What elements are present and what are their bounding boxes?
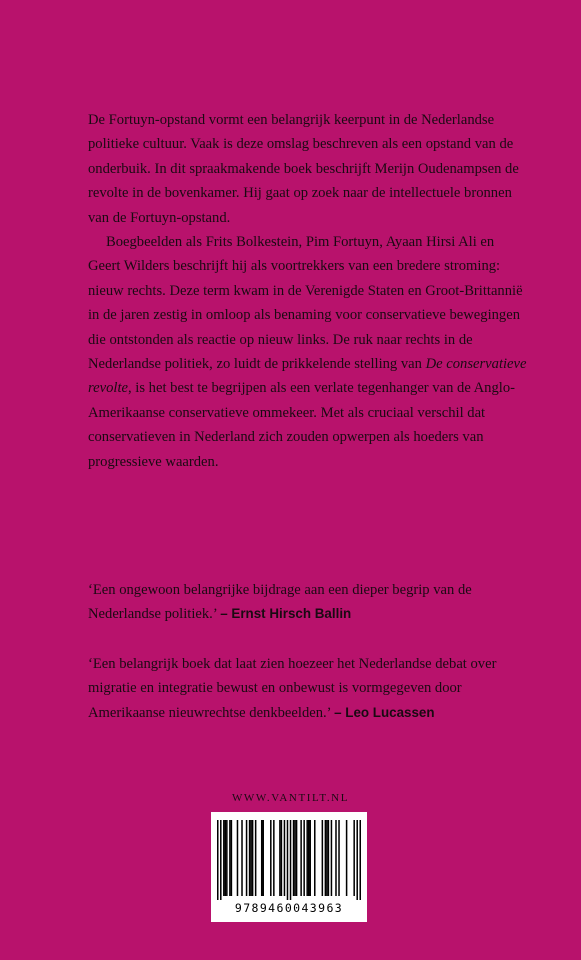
barcode-bar [246,820,248,896]
barcode-bar [261,820,263,896]
barcode-bar [220,820,222,900]
barcode-bar [356,820,358,900]
barcode-bar [326,820,328,896]
barcode-bar [331,820,333,896]
barcode-bar [249,820,251,896]
barcode-bar [250,820,252,896]
blurb-paragraph-1: De Fortuyn-opstand vormt een belangrijk keerpunt in de Nederlandse politieke cultuur. Vaak is deze omslag beschreven als een opstand van de onderbuik. In dit spraakmakende boek beschrijft Merijn Oudenampsen de revolte in de bovenkamer. Hij gaat op zoek naar de intellectuele bronnen van de Fortuyn-opstand. [88,112,519,226]
barcode-bar [281,820,283,896]
barcode-bar [322,820,324,896]
quote-2-text: ‘Een belangrijk boek dat laat zien hoezeer het Nederlandse debat over migratie en integratie bewust en onbewust is vormgegeven door Amerikaanse nieuwrechtse denkbeelden.’ [88,656,497,721]
barcode-bar [306,820,308,896]
barcode-bar [294,820,296,896]
barcode-bar [287,820,289,900]
barcode-bar [325,820,327,896]
barcode-bar [359,820,361,900]
barcode-bar [293,820,295,896]
barcode-bar [262,820,264,896]
quote-1 [88,578,528,627]
barcode-bar [241,820,243,896]
barcode-bar [223,820,225,896]
barcode-bar [217,820,219,900]
quote-2 [88,652,528,725]
publisher-url: WWW.VANTILT.NL [231,792,350,804]
quote-1-author: – Ernst Hirsch Ballin [220,606,352,622]
barcode-bar [314,820,316,896]
barcode-bar [231,820,233,896]
barcode-bar [279,820,281,896]
blurb-p2-start: Boegbeelden als Frits Bolkestein, Pim Fortuyn, Ayaan Hirsi Ali en Geert Wilders beschrijft hij als voortrekkers van een bredere stroming: nieuw rechts. Deze term kwam in de Verenigde Staten en Groot-Brittannië in de jaren zestig in omloop als benaming voor conservatieve bewegingen die ontstonden als reactie op nieuw links. De ruk naar rechts in de Nederlandse politiek, zo luidt de prikkelende stelling van [88,234,523,373]
barcode-bar [303,820,305,896]
barcode-bar [328,820,330,896]
barcode-bar [290,820,292,900]
barcode [211,812,367,922]
barcode-bar [353,820,355,896]
barcode-bar [296,820,298,896]
barcode-bar [273,820,275,896]
barcode-bar [335,820,337,896]
barcode-bar [284,820,286,896]
blurb-paragraph-2 [88,230,528,474]
barcode-bar [309,820,311,896]
barcode-bar [255,820,257,896]
isbn-number: 9789460043963 [234,901,344,915]
barcode-bar [300,820,302,896]
barcode-bar [338,820,340,896]
barcode-bar [237,820,239,896]
barcode-bars [217,820,361,900]
barcode-bar [226,820,228,896]
quote-1-text: ‘Een ongewoon belangrijke bijdrage aan een dieper begrip van de Nederlandse politiek.’ [88,582,472,623]
barcode-bar [346,820,348,896]
quote-2-author: – Leo Lucassen [334,704,435,720]
barcode-bar [270,820,272,896]
barcode-bar [229,820,231,896]
blurb-p2-end: , is het best te begrijpen als een verlate tegenhanger van de Anglo-Amerikaanse conservatieve ommekeer. Met als cruciaal verschil dat conservatieven in Nederland zich zouden opwerpen als hoeders van progressieve waarden. [88,380,515,470]
barcode-bar [308,820,310,896]
blurb-text [88,108,528,474]
barcode-bar [225,820,227,896]
barcode-bar [252,820,254,896]
book-title-italic: De conservatieve revolte [88,356,527,397]
